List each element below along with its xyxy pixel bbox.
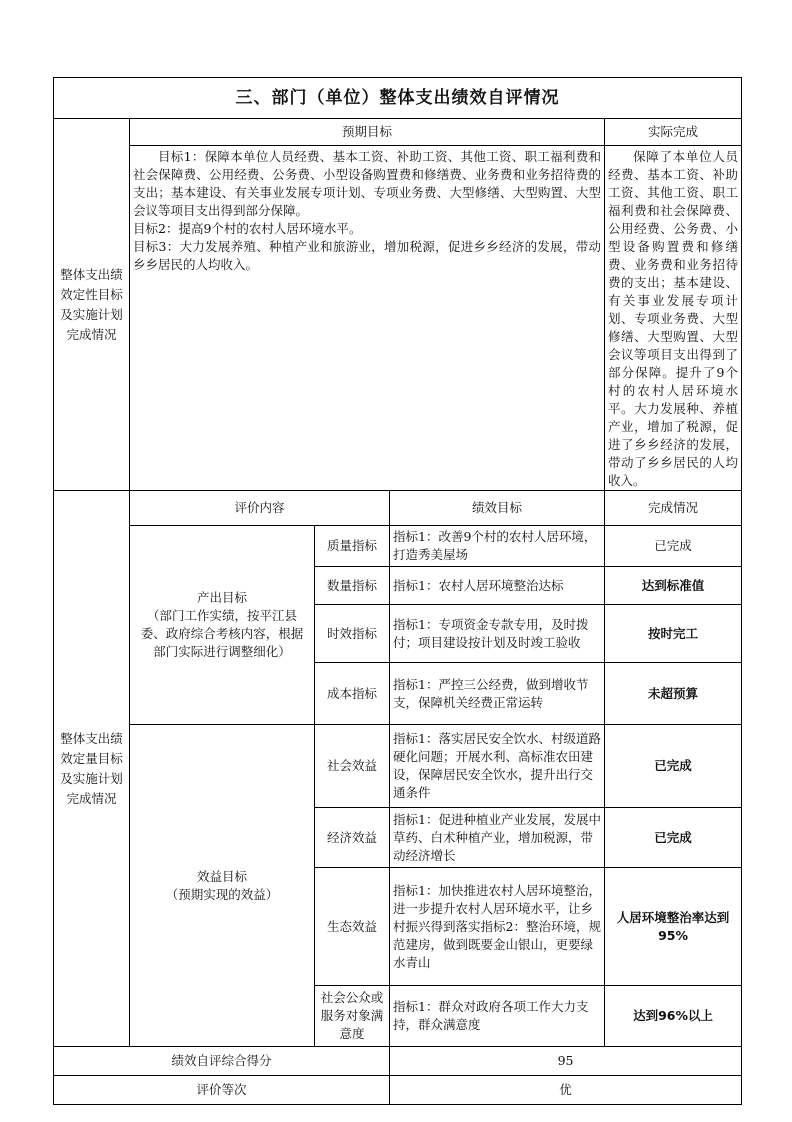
grade-value: 优 <box>390 1076 742 1105</box>
performance-goal-header: 绩效目标 <box>390 491 605 526</box>
score-value: 95 <box>390 1047 742 1076</box>
actual-result-body: 保障了本单位人员经费、基本工资、补助工资、其他工资、职工福利费和社会保障费、公用经费、公务费、小型设备购置费和修缮费、业务费和业务招待费的支出；基本建设、有关事业发展专项计划、专项业务费、大型修缮、大型购置、大型会议等项目支出得到了部分保障。提升了9个村的农村人居环境水平。大力发展种、养植产业，增加了税源，促进了乡乡经济的发展，带动了乡乡居民的人均收入。 <box>608 149 739 488</box>
output-goal-desc: （部门工作实绩，按平江县委、政府综合考核内容，根据部门实际进行调整细化） <box>140 608 304 659</box>
quantitative-section-label: 整体支出绩效定量目标及实施计划完成情况 <box>54 491 130 1047</box>
page-title: 三、部门（单位）整体支出绩效自评情况 <box>54 78 742 119</box>
indicator-text: 指标1：群众对政府各项工作大力支持，群众满意度 <box>390 986 605 1047</box>
grade-label: 评价等次 <box>54 1076 390 1105</box>
benefit-goal-desc: （预期实现的效益） <box>165 886 279 902</box>
completion-status: 已完成 <box>605 725 742 808</box>
expected-goal-3: 目标3：大力发展养殖、种植产业和旅游业，增加税源，促进乡乡经济的发展，带动乡乡居民的人均收入。 <box>133 239 601 272</box>
indicator-text: 指标1：严控三公经费，做到增收节支，保障机关经费正常运转 <box>390 663 605 725</box>
expected-goal-2: 目标2：提高9个村的农村人居环境水平。 <box>133 221 362 236</box>
completion-status: 未超预算 <box>605 663 742 725</box>
indicator-category: 社会效益 <box>315 725 390 808</box>
indicator-category: 数量指标 <box>315 567 390 605</box>
indicator-text: 指标1：促进种植业产业发展，发展中草药、白术种植产业，增加税源，带动经济增长 <box>390 808 605 868</box>
output-goal-group <box>130 526 315 725</box>
completion-status: 已完成 <box>605 526 742 567</box>
expected-goal-header: 预期目标 <box>130 119 605 146</box>
indicator-text: 指标1：农村人居环境整治达标 <box>390 567 605 605</box>
actual-result-text <box>605 146 742 491</box>
indicator-category: 质量指标 <box>315 526 390 567</box>
actual-result-header: 实际完成 <box>605 119 742 146</box>
benefit-goal-title: 效益目标 <box>196 868 247 884</box>
completion-status-header: 完成情况 <box>605 491 742 526</box>
indicator-category: 经济效益 <box>315 808 390 868</box>
indicator-category: 时效指标 <box>315 605 390 663</box>
indicator-text: 指标1：专项资金专款专用，及时拨付；项目建设按计划及时竣工验收 <box>390 605 605 663</box>
indicator-category: 生态效益 <box>315 868 390 986</box>
expected-goal-text <box>130 146 605 491</box>
completion-status: 达到96%以上 <box>605 986 742 1047</box>
output-goal-title: 产出目标 <box>196 590 247 605</box>
completion-status: 达到标准值 <box>605 567 742 605</box>
performance-table <box>53 77 742 1105</box>
expected-goal-1: 目标1：保障本单位人员经费、基本工资、补助工资、其他工资、职工福利费和社会保障费、公用经费、公务费、小型设备购置费和修缮费、业务费和业务招待费的支出；基本建设、有关事业发展专项计划、专项业务费、大型修缮、大型购置、大型会议等项目支出得到部分保障。 <box>133 149 601 218</box>
completion-status: 按时完工 <box>605 605 742 663</box>
indicator-text: 指标1：改善9个村的农村人居环境，打造秀美屋场 <box>390 526 605 567</box>
indicator-text: 指标1：加快推进农村人居环境整治，进一步提升农村人居环境水平，让乡村振兴得到落实指标2：整治环境，规范建房，做到既要金山银山，更要绿水青山 <box>390 868 605 986</box>
qualitative-section-label: 整体支出绩效定性目标及实施计划完成情况 <box>54 119 130 491</box>
completion-status: 人居环境整治率达到95% <box>605 868 742 986</box>
indicator-category: 社会公众或服务对象满意度 <box>315 986 390 1047</box>
benefit-goal-group <box>130 725 315 1047</box>
evaluation-content-header: 评价内容 <box>130 491 390 526</box>
indicator-category: 成本指标 <box>315 663 390 725</box>
score-label: 绩效自评综合得分 <box>54 1047 390 1076</box>
completion-status: 已完成 <box>605 808 742 868</box>
indicator-text: 指标1：落实居民安全饮水、村级道路硬化问题；开展水利、高标准农田建设，保障居民安全饮水，提升出行交通条件 <box>390 725 605 808</box>
